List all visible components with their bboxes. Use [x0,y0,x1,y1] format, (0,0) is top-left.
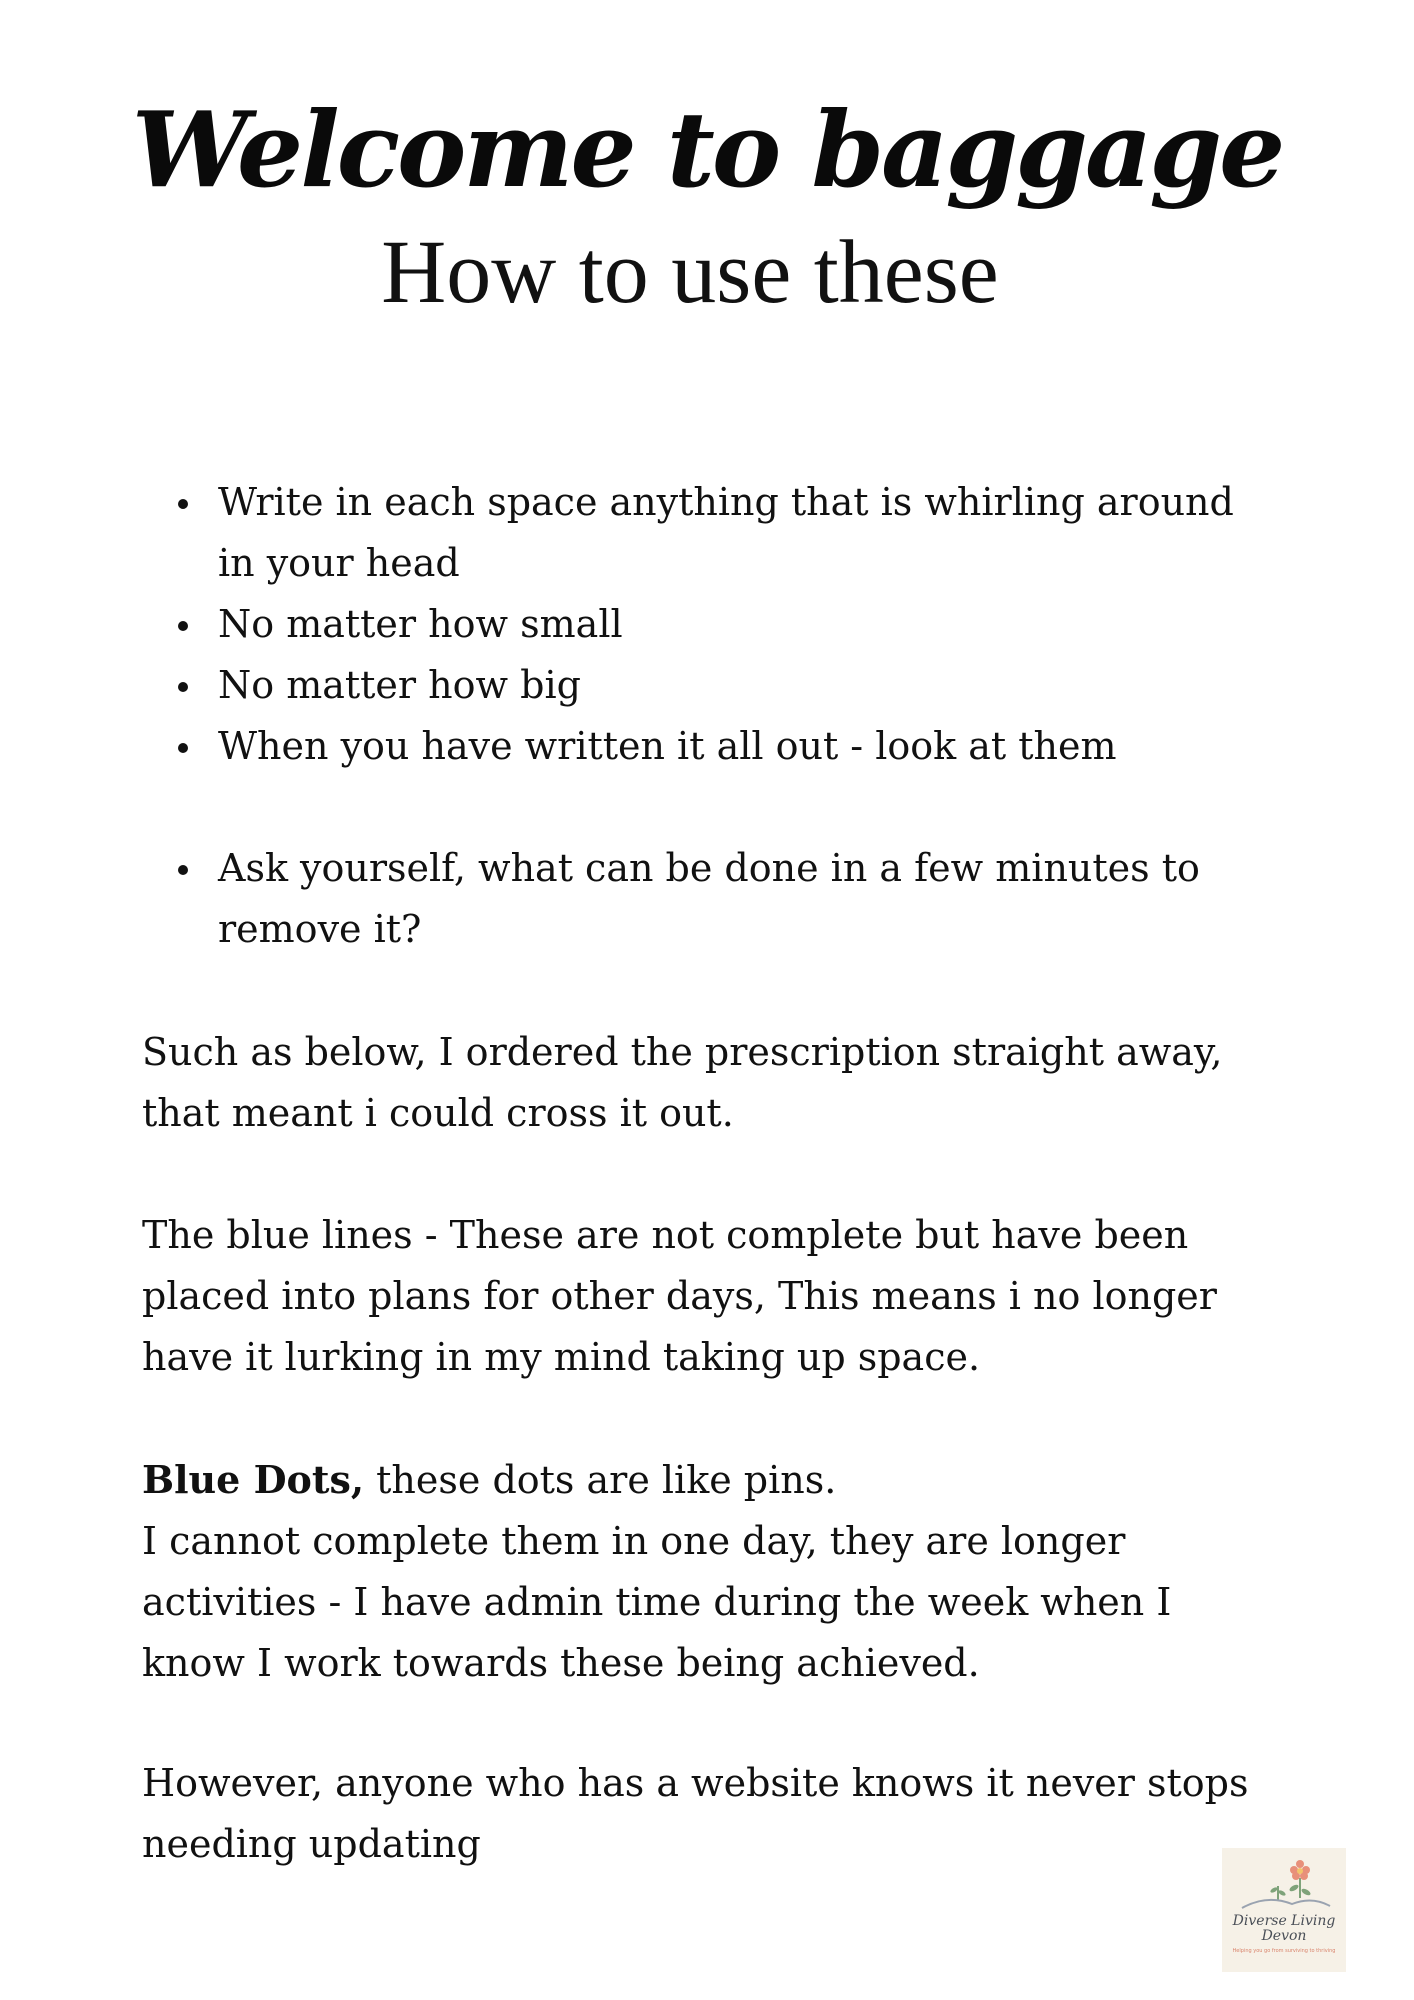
list-item: No matter how big [178,655,1258,716]
list-item: Ask yourself, what can be done in a few minutes to remove it? [178,838,1258,960]
instruction-list [178,472,1258,960]
paragraph-website: However, anyone who has a website knows it never stops needing updating [142,1761,1249,1866]
diverse-living-devon-logo [1222,1848,1346,1972]
paragraph-prescription: Such as below, I ordered the prescription straight away, that meant i could cross it out. [142,1030,1223,1135]
paragraph-blue-dots [142,1449,1282,1694]
page-title: Welcome to baggage [131,88,1283,211]
blue-dots-label: Blue Dots, [142,1457,365,1502]
logo-tagline: Helping you go from surviving to thriving [1232,1948,1336,1954]
list-item: When you have written it all out - look at them [178,716,1258,777]
blue-dots-body: I cannot complete them in one day, they are longer activities - I have admin time during the week when I know I work towards these being achieved. [142,1519,1172,1685]
page-subtitle: How to use these [381,223,999,322]
blue-dots-intro: these dots are like pins. [364,1458,837,1502]
list-item: No matter how small [178,594,1258,655]
paragraph-blue-lines: The blue lines - These are not complete but have been placed into plans for other days, This means i no longer have it lurking in my mind taking up space. [142,1213,1217,1379]
list-item: Write in each space anything that is whirling around in your head [178,472,1258,594]
logo-name: Diverse Living Devon [1232,1913,1336,1944]
